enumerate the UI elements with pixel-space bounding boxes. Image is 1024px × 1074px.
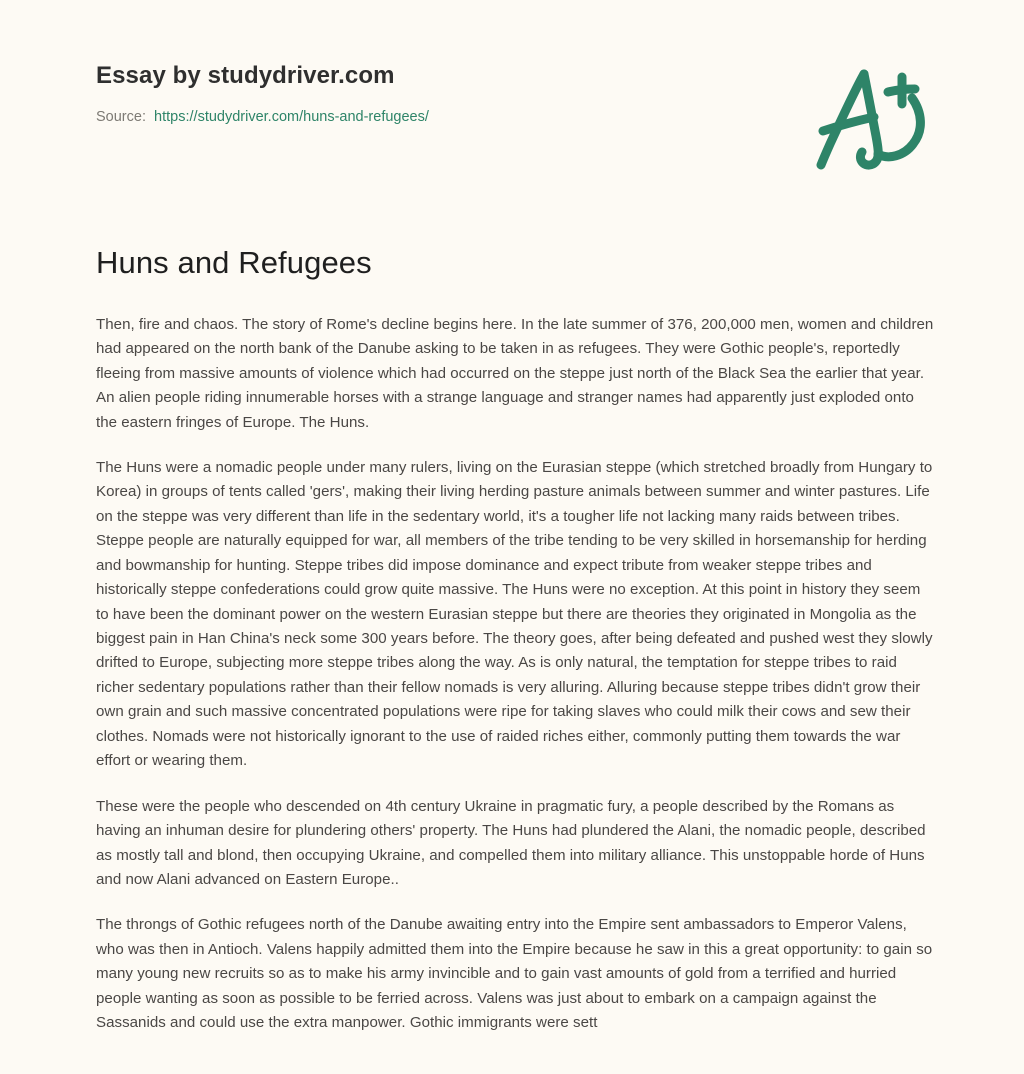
source-url-link[interactable]: https://studydriver.com/huns-and-refugees/ — [154, 108, 429, 125]
paragraph: The Huns were a nomadic people under many rulers, living on the Eurasian steppe (which stretched broadly from Hungary to Korea) in groups of tents called 'gers', making their living herding pasture animals between summer and winter pastures. Life on the steppe was very different than life in the sedentary world, it's a tougher life not lacking many raids between tribes. Steppe people are naturally equipped for war, all members of the tribe tending to be very skilled in horsemanship for herding and bowmanship for hunting. Steppe tribes did impose dominance and expect tribute from weaker steppe tribes and historically steppe confederations could grow quite massive. The Huns were no exception. At this point in history they seem to have been the dominant power on the western Eurasian steppe but there are theories they originated in Mongolia as the biggest pain in Han China's neck some 300 years before. The theory goes, after being defeated and pushed west they slowly drifted to Europe, subjecting more steppe tribes along the way. As is only natural, the temptation for steppe tribes to raid richer sedentary populations rather than their fellow nomads is very alluring. Alluring because steppe tribes didn't grow their own grain and such massive concentrated populations were ripe for taking slaves who could milk their cows and sew their clothes. Nomads were not historically ignorant to the use of raided riches either, commonly putting them towards the war effort or wearing them. — [96, 458, 933, 770]
article — [96, 244, 934, 1036]
page-title: Huns and Refugees — [96, 245, 372, 280]
source-label: Source: — [96, 108, 146, 125]
paragraph: These were the people who descended on 4th century Ukraine in pragmatic fury, a people described by the Romans as having an inhuman desire for plundering others' property. The Huns had plundered the Alani, the nomadic people, described as mostly tall and blond, then occupying Ukraine, and compelled them into military alliance. This unstoppable horde of Huns and now Alani advanced on Eastern Europe.. — [96, 797, 926, 888]
brand-title: Essay by studydriver.com — [96, 62, 395, 89]
page-header — [0, 0, 1024, 200]
brand-block — [96, 62, 716, 127]
a-plus-logo-icon — [800, 64, 940, 176]
article-body — [96, 313, 934, 1036]
paragraph: The throngs of Gothic refugees north of the Danube awaiting entry into the Empire sent ambassadors to Emperor Valens, who was then in Antioch. Valens happily admitted them into the Empire because he saw in this a great opportunity: to gain so many young new recruits so as to make his army invincible and to gain vast amounts of gold from a terrified and hurried people wanting as soon as possible to be ferried across. Valens was just about to embark on a campaign against the Sassanids and could use the extra manpower. Gothic immigrants were sett — [96, 916, 933, 1032]
a-plus-logo[interactable] — [800, 64, 940, 176]
source-line — [96, 107, 716, 127]
paragraph: Then, fire and chaos. The story of Rome's decline begins here. In the late summer of 376, 200,000 men, women and children had appeared on the north bank of the Danube asking to be taken in as refugees. They were Gothic people's, reportedly fleeing from massive amounts of violence which had occurred on the steppe just north of the Black Sea the earlier that year. An alien people riding innumerable horses with a strange language and stranger names had apparently just exploded onto the eastern fringes of Europe. The Huns. — [96, 315, 934, 431]
